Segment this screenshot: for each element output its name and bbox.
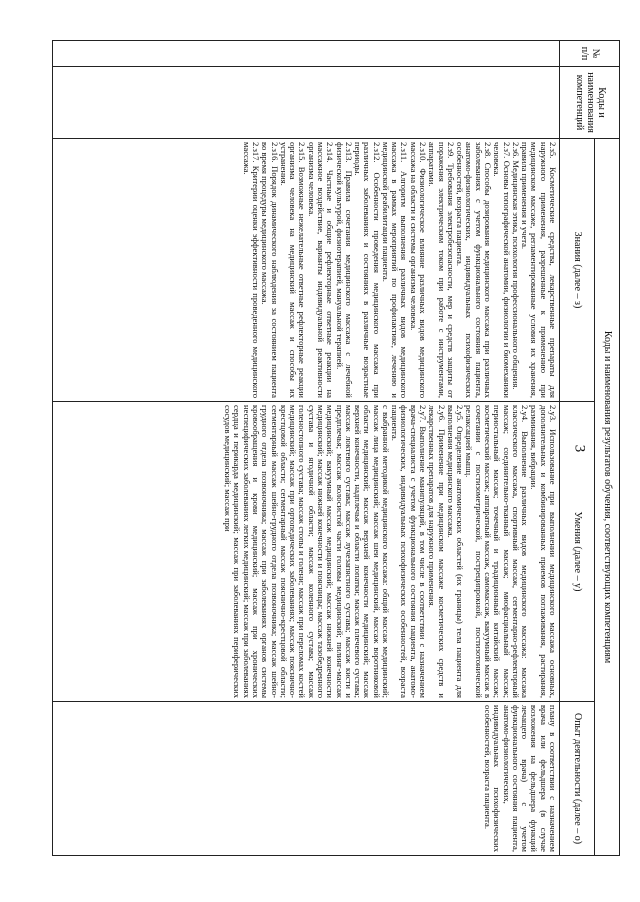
header-row-bottom [560, 41, 595, 856]
cell-num [53, 41, 560, 67]
knowledge-item: 2.з15. Возможные нежелательные ответные рефлекторные реакции организма человека на медицинский массаж и способы их устранения. [278, 142, 308, 398]
rotated-page-content [52, 40, 620, 855]
cell-codes [53, 67, 560, 139]
skill-item: 2.у3. Использование при выполнении медицинского массажа основных, дополнительных и комбинированных приемов поглаживания, растирания, разминания, вибрации. [529, 405, 558, 698]
cell-experience [53, 702, 560, 856]
knowledge-item: 2.з17. Критерии оценки эффективности проведенного медицинского массажа. [241, 142, 261, 398]
competencies-table [52, 40, 620, 856]
skill-item: с выбранной методикой медицинского массажа: общий массаж медицинский; массаж лица медицинский; массаж шеи медицинский, массаж воротниковой области медицинский; массаж верхней конечности медицинский; массаж верхней конечности, надплечья и области лопатки; массаж плечевого сустава; массаж локтевого сустава; массаж лучезапястного сустава; массаж кисти и предплечья; массаж волосистой части головы медицинский; пилинг-массаж медицинский; вакуумный массаж медицинский; массаж нижней конечности медицинский; массаж нижней конечности и поясницы; массаж тазобедренного сустава и ягодичной области; массаж коленного сустава; массаж голеностопного сустава; массаж стопы и голени; массаж при переломах костей медицинский; массаж при ортопедических заболеваниях; массаж пояснично-крестцовой области; сегментарный массаж пояснично-крестцовой области; сегментарный массаж шейно-грудного отдела позвоночника; массаж шейно-грудного отдела позвоночника; массаж при заболеваниях органов системы кровообращения и крови медицинский; массаж при хронических неспецифических заболеваниях легких медицинский; массаж при заболеваниях сердца и перикарда медицинский; массаж при заболеваниях периферических сосудов медицинский; массаж при [223, 405, 391, 698]
knowledge-item: 2.з6. Медицинская этика, психология профессионального общения. [510, 142, 521, 390]
knowledge-item: 2.з5. Косметические средства, лекарственные препараты для наружного применения, разрешенные к применению при медицинском массаже, регламентированные условия их хранения, правила применения и учета. [520, 142, 558, 398]
header-knowledge: Знания (далее – з) [560, 139, 595, 402]
table-row [53, 41, 560, 856]
knowledge-item: 2.з11. Алгоритм выполнения различных видов медицинского массажа в рамках мероприятий по профилактике, лечению и медицинской реабилитации пациента. [380, 142, 410, 398]
header-codes: Коды и наименования компетенций [560, 67, 620, 139]
knowledge-item: 2.з14. Частные и общие рефлекторные ответные реакции на массажное воздействие, варианты индивидуальной реактивности организма человека. [306, 142, 336, 398]
skill-item: 2.у5. Определение анатомических областей (их границы) тела пациента для выполнения медицинского массажа. [445, 405, 466, 698]
cell-skills [53, 402, 560, 702]
experience-text: плану в соответствии с назначением врача или фельдшера (в случае возложения на фельдшера функций лечащего врача) с учетом функционального состояния пациента, анатомо-физиологических, индивидуальных психофизических особенностей, возраста пациента. [483, 705, 558, 852]
header-experience: Опыт деятельности (далее – о) [560, 702, 595, 856]
knowledge-item: 2.з10. Физиологическое влияние различных видов медицинского массажа на области и системы организма человека. [408, 142, 429, 398]
page-number: 3 [570, 444, 587, 453]
header-num: № п/п [560, 41, 620, 67]
cell-knowledge [53, 139, 560, 402]
skill-item: 2.у7. Выполнение манипуляций, в том числе в соответствии с назначением врача-специалиста с учетом функционального состояния пациента, анатомо-физиологических, индивидуальных психофизических особенностей, возраста пациента. [390, 405, 429, 698]
skill-item: 2.у4. Выполнение различных видов медицинского массажа: массажа классического массажа, спортивный массаж, сегментарно-рефлекторный массаж; соединительно-тканный массаж; миофасциальный массаж; периостальный массаж; точечный и традиционный китайский массаж; косметический массаж; аппаратный массаж, самомассаж, вакуумный массаж в сочетании с постизометрической, постреципрокной, постизотонической релаксацией мышц. [464, 405, 531, 698]
header-group: Коды и наименования результатов обучения, соответствующих компетенциям [595, 139, 620, 856]
knowledge-item: 2.з16. Порядок динамического наблюдения за состоянием пациента во время процедуры медицинского массажа. [260, 142, 280, 398]
knowledge-item: 2.з8. Способы дозирования медицинского массажа при различных заболеваниях с учетом функционального состояния пациента, анатомо-физиологических, индивидуальных психофизических особенностей, возраста пациента. [455, 142, 494, 398]
knowledge-item: 2.з12. Особенности проведения медицинского массажа при различных заболеваниях и состояниях в различные возрастные периоды. [353, 142, 382, 398]
knowledge-item: 2.з7. Основы топографической анатомии, физиологии и биомеханики человека. [492, 142, 512, 398]
knowledge-item: 2.з9. Требования электробезопасности, мер и средств защиты от поражения электрическим током при работе с инструментами, аппаратами. [427, 142, 456, 398]
landscape-table-container [52, 40, 620, 855]
skill-item: 2.у6. Применение при медицинском массаже косметических средств и лекарственных препаратов для наружного применения. [427, 405, 447, 698]
header-row-top [595, 41, 620, 856]
knowledge-item: 2.з13. Правила сочетания медицинского массажа с лечебной физической культурой, физиотерапией, мануальной терапией. [334, 142, 354, 398]
header-skills: Умения (далее – у) [560, 402, 595, 702]
